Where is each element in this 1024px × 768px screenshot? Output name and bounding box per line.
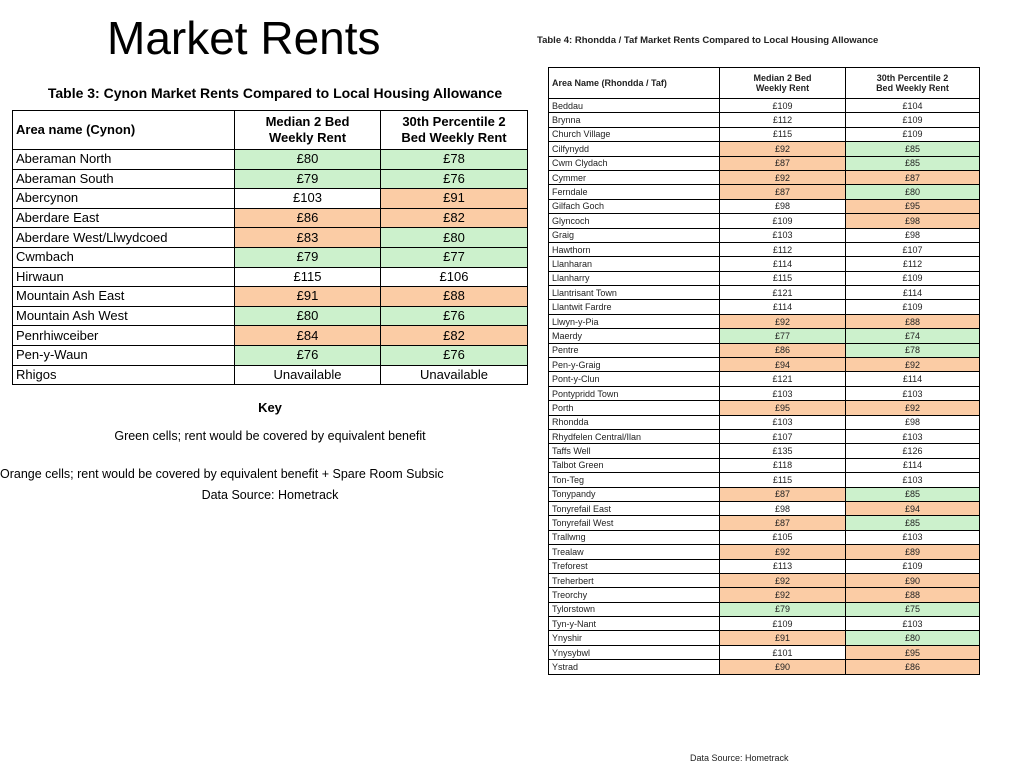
table4-header-p30-line2: Bed Weekly Rent xyxy=(876,83,949,93)
median-rent-cell: £109 xyxy=(720,99,846,113)
table-row xyxy=(13,247,528,267)
median-rent-cell: £92 xyxy=(720,588,846,602)
table-row xyxy=(13,306,528,326)
area-cell: Aberdare East xyxy=(13,208,235,228)
table4-header-row xyxy=(549,68,980,99)
table-row xyxy=(549,573,980,587)
p30-rent-cell: £78 xyxy=(846,343,980,357)
table-row xyxy=(549,602,980,616)
table3-header-p30 xyxy=(381,111,528,150)
table4-header-median xyxy=(720,68,846,99)
p30-rent-cell: £92 xyxy=(846,401,980,415)
table-row xyxy=(549,156,980,170)
area-cell: Pont-y-Clun xyxy=(549,372,720,386)
table-row xyxy=(549,645,980,659)
key-section xyxy=(0,400,540,503)
area-cell: Porth xyxy=(549,401,720,415)
median-rent-cell: £112 xyxy=(720,242,846,256)
p30-rent-cell: £85 xyxy=(846,142,980,156)
table-row xyxy=(549,329,980,343)
table-row xyxy=(549,343,980,357)
table3-caption: Table 3: Cynon Market Rents Compared to Local Housing Allowance xyxy=(47,85,503,101)
p30-rent-cell: £109 xyxy=(846,559,980,573)
median-rent-cell: £79 xyxy=(235,169,381,189)
table-row xyxy=(549,314,980,328)
p30-rent-cell: £76 xyxy=(381,306,528,326)
table-row xyxy=(549,473,980,487)
table4-header-p30-line1: 30th Percentile 2 xyxy=(876,73,949,83)
p30-rent-cell: £103 xyxy=(846,530,980,544)
table-row xyxy=(549,170,980,184)
table-row xyxy=(549,631,980,645)
median-rent-cell: £76 xyxy=(235,345,381,365)
median-rent-cell: £121 xyxy=(720,372,846,386)
p30-rent-cell: £104 xyxy=(846,99,980,113)
table-row xyxy=(549,113,980,127)
median-rent-cell: £87 xyxy=(720,516,846,530)
median-rent-cell: £83 xyxy=(235,228,381,248)
area-cell: Aberaman South xyxy=(13,169,235,189)
p30-rent-cell: £114 xyxy=(846,372,980,386)
p30-rent-cell: £74 xyxy=(846,329,980,343)
area-cell: Trallwng xyxy=(549,530,720,544)
median-rent-cell: £92 xyxy=(720,314,846,328)
table-row xyxy=(549,257,980,271)
table-row xyxy=(549,199,980,213)
area-cell: Cwmbach xyxy=(13,247,235,267)
table3-header-median-line2: Weekly Rent xyxy=(268,130,347,145)
area-cell: Aberaman North xyxy=(13,150,235,170)
table4-caption: Table 4: Rhondda / Taf Market Rents Compared to Local Housing Allowance xyxy=(537,35,879,46)
p30-rent-cell: £109 xyxy=(846,271,980,285)
area-cell: Treforest xyxy=(549,559,720,573)
table-row xyxy=(549,415,980,429)
median-rent-cell: £121 xyxy=(720,286,846,300)
table3-header-area: Area name (Cynon) xyxy=(13,111,235,150)
p30-rent-cell: £103 xyxy=(846,617,980,631)
table-row xyxy=(549,372,980,386)
p30-rent-cell: £76 xyxy=(381,169,528,189)
area-cell: Ton-Teg xyxy=(549,473,720,487)
table-row xyxy=(549,358,980,372)
median-rent-cell: £101 xyxy=(720,645,846,659)
area-cell: Cymmer xyxy=(549,170,720,184)
table-row xyxy=(549,617,980,631)
table-row xyxy=(13,287,528,307)
area-cell: Abercynon xyxy=(13,189,235,209)
p30-rent-cell: £88 xyxy=(381,287,528,307)
table-row xyxy=(549,660,980,674)
area-cell: Ferndale xyxy=(549,185,720,199)
table4-body xyxy=(549,99,980,675)
table-row xyxy=(549,588,980,602)
median-rent-cell: £79 xyxy=(235,247,381,267)
table3-body xyxy=(13,150,528,385)
p30-rent-cell: £86 xyxy=(846,660,980,674)
median-rent-cell: £95 xyxy=(720,401,846,415)
area-cell: Ynysybwl xyxy=(549,645,720,659)
p30-rent-cell: £98 xyxy=(846,214,980,228)
p30-rent-cell: £103 xyxy=(846,429,980,443)
median-rent-cell: £87 xyxy=(720,185,846,199)
p30-rent-cell: £103 xyxy=(846,473,980,487)
area-cell: Pen-y-Graig xyxy=(549,358,720,372)
area-cell: Maerdy xyxy=(549,329,720,343)
median-rent-cell: £92 xyxy=(720,170,846,184)
rhondda-taf-rent-table xyxy=(548,67,980,675)
p30-rent-cell: £80 xyxy=(846,185,980,199)
p30-rent-cell: £80 xyxy=(381,228,528,248)
area-cell: Penrhiwceiber xyxy=(13,326,235,346)
table-row xyxy=(13,267,528,287)
p30-rent-cell: Unavailable xyxy=(381,365,528,385)
p30-rent-cell: £89 xyxy=(846,545,980,559)
table-row xyxy=(13,208,528,228)
table-row xyxy=(549,286,980,300)
area-cell: Beddau xyxy=(549,99,720,113)
median-rent-cell: £115 xyxy=(720,473,846,487)
area-cell: Brynna xyxy=(549,113,720,127)
area-cell: Church Village xyxy=(549,127,720,141)
area-cell: Hawthorn xyxy=(549,242,720,256)
table-row xyxy=(549,142,980,156)
median-rent-cell: £109 xyxy=(720,214,846,228)
median-rent-cell: £87 xyxy=(720,487,846,501)
median-rent-cell: £92 xyxy=(720,545,846,559)
table-row xyxy=(549,545,980,559)
median-rent-cell: £118 xyxy=(720,458,846,472)
table3-header-row xyxy=(13,111,528,150)
area-cell: Pontypridd Town xyxy=(549,386,720,400)
median-rent-cell: £84 xyxy=(235,326,381,346)
area-cell: Treorchy xyxy=(549,588,720,602)
median-rent-cell: £113 xyxy=(720,559,846,573)
p30-rent-cell: £112 xyxy=(846,257,980,271)
p30-rent-cell: £75 xyxy=(846,602,980,616)
p30-rent-cell: £91 xyxy=(381,189,528,209)
median-rent-cell: Unavailable xyxy=(235,365,381,385)
table4-header-area: Area Name (Rhondda / Taf) xyxy=(549,68,720,99)
table-row xyxy=(549,99,980,113)
p30-rent-cell: £95 xyxy=(846,199,980,213)
area-cell: Glyncoch xyxy=(549,214,720,228)
p30-rent-cell: £80 xyxy=(846,631,980,645)
area-cell: Cilfynydd xyxy=(549,142,720,156)
area-cell: Ystrad xyxy=(549,660,720,674)
median-rent-cell: £86 xyxy=(235,208,381,228)
table-row xyxy=(13,169,528,189)
median-rent-cell: £114 xyxy=(720,300,846,314)
median-rent-cell: £77 xyxy=(720,329,846,343)
table-row xyxy=(549,559,980,573)
p30-rent-cell: £85 xyxy=(846,487,980,501)
p30-rent-cell: £82 xyxy=(381,326,528,346)
table-row xyxy=(549,516,980,530)
table-row xyxy=(13,345,528,365)
table-row xyxy=(13,228,528,248)
median-rent-cell: £105 xyxy=(720,530,846,544)
p30-rent-cell: £78 xyxy=(381,150,528,170)
median-rent-cell: £115 xyxy=(720,127,846,141)
p30-rent-cell: £85 xyxy=(846,156,980,170)
table3-header-p30-line1: 30th Percentile 2 xyxy=(402,114,506,129)
median-rent-cell: £112 xyxy=(720,113,846,127)
table-row xyxy=(549,458,980,472)
table-row xyxy=(549,214,980,228)
table-row xyxy=(13,326,528,346)
area-cell: Llwyn-y-Pia xyxy=(549,314,720,328)
median-rent-cell: £92 xyxy=(720,142,846,156)
area-cell: Rhondda xyxy=(549,415,720,429)
table3-header-median xyxy=(235,111,381,150)
p30-rent-cell: £106 xyxy=(381,267,528,287)
area-cell: Trealaw xyxy=(549,545,720,559)
p30-rent-cell: £109 xyxy=(846,127,980,141)
area-cell: Mountain Ash West xyxy=(13,306,235,326)
area-cell: Talbot Green xyxy=(549,458,720,472)
p30-rent-cell: £98 xyxy=(846,415,980,429)
area-cell: Tylorstown xyxy=(549,602,720,616)
area-cell: Treherbert xyxy=(549,573,720,587)
p30-rent-cell: £90 xyxy=(846,573,980,587)
key-orange-text: Orange cells; rent would be covered by equivalent benefit + Spare Room Subsic xyxy=(0,467,444,481)
median-rent-cell: £103 xyxy=(720,415,846,429)
median-rent-cell: £107 xyxy=(720,429,846,443)
p30-rent-cell: £92 xyxy=(846,358,980,372)
table-row xyxy=(549,487,980,501)
median-rent-cell: £79 xyxy=(720,602,846,616)
table-row xyxy=(549,127,980,141)
p30-rent-cell: £88 xyxy=(846,588,980,602)
table-row xyxy=(549,429,980,443)
table-row xyxy=(13,150,528,170)
table-row xyxy=(549,271,980,285)
p30-rent-cell: £114 xyxy=(846,286,980,300)
p30-rent-cell: £109 xyxy=(846,113,980,127)
p30-rent-cell: £85 xyxy=(846,516,980,530)
median-rent-cell: £115 xyxy=(235,267,381,287)
slide-title: Market Rents xyxy=(107,12,381,64)
median-rent-cell: £109 xyxy=(720,617,846,631)
area-cell: Graig xyxy=(549,228,720,242)
key-title: Key xyxy=(258,400,282,415)
p30-rent-cell: £114 xyxy=(846,458,980,472)
table-row xyxy=(549,444,980,458)
median-rent-cell: £80 xyxy=(235,150,381,170)
area-cell: Hirwaun xyxy=(13,267,235,287)
median-rent-cell: £87 xyxy=(720,156,846,170)
area-cell: Taffs Well xyxy=(549,444,720,458)
p30-rent-cell: £82 xyxy=(381,208,528,228)
area-cell: Tyn-y-Nant xyxy=(549,617,720,631)
key-green-text: Green cells; rent would be covered by equivalent benefit xyxy=(114,429,426,443)
median-rent-cell: £98 xyxy=(720,501,846,515)
table-row xyxy=(549,530,980,544)
table-row xyxy=(549,501,980,515)
p30-rent-cell: £103 xyxy=(846,386,980,400)
area-cell: Gilfach Goch xyxy=(549,199,720,213)
area-cell: Aberdare West/Llwydcoed xyxy=(13,228,235,248)
table-row xyxy=(549,401,980,415)
median-rent-cell: £80 xyxy=(235,306,381,326)
median-rent-cell: £98 xyxy=(720,199,846,213)
p30-rent-cell: £76 xyxy=(381,345,528,365)
area-cell: Pentre xyxy=(549,343,720,357)
median-rent-cell: £115 xyxy=(720,271,846,285)
area-cell: Llanharry xyxy=(549,271,720,285)
area-cell: Llantrisant Town xyxy=(549,286,720,300)
p30-rent-cell: £77 xyxy=(381,247,528,267)
area-cell: Llantwit Fardre xyxy=(549,300,720,314)
median-rent-cell: £94 xyxy=(720,358,846,372)
area-cell: Rhigos xyxy=(13,365,235,385)
area-cell: Cwm Clydach xyxy=(549,156,720,170)
table-row xyxy=(13,365,528,385)
table-row xyxy=(549,386,980,400)
area-cell: Ynyshir xyxy=(549,631,720,645)
p30-rent-cell: £94 xyxy=(846,501,980,515)
median-rent-cell: £91 xyxy=(720,631,846,645)
median-rent-cell: £92 xyxy=(720,573,846,587)
table-row xyxy=(549,228,980,242)
table4-header-median-line1: Median 2 Bed xyxy=(753,73,812,83)
area-cell: Tonyrefail West xyxy=(549,516,720,530)
table3-header-median-line1: Median 2 Bed xyxy=(265,114,350,129)
area-cell: Pen-y-Waun xyxy=(13,345,235,365)
median-rent-cell: £135 xyxy=(720,444,846,458)
table4-header-median-line2: Weekly Rent xyxy=(755,83,810,93)
area-cell: Tonypandy xyxy=(549,487,720,501)
area-cell: Llanharan xyxy=(549,257,720,271)
table-row xyxy=(549,185,980,199)
median-rent-cell: £90 xyxy=(720,660,846,674)
median-rent-cell: £86 xyxy=(720,343,846,357)
table3-header-p30-line2: Bed Weekly Rent xyxy=(401,130,507,145)
p30-rent-cell: £109 xyxy=(846,300,980,314)
median-rent-cell: £103 xyxy=(235,189,381,209)
median-rent-cell: £91 xyxy=(235,287,381,307)
p30-rent-cell: £88 xyxy=(846,314,980,328)
area-cell: Tonyrefail East xyxy=(549,501,720,515)
p30-rent-cell: £126 xyxy=(846,444,980,458)
median-rent-cell: £114 xyxy=(720,257,846,271)
table-row xyxy=(13,189,528,209)
p30-rent-cell: £87 xyxy=(846,170,980,184)
area-cell: Rhydfelen Central/Ilan xyxy=(549,429,720,443)
p30-rent-cell: £107 xyxy=(846,242,980,256)
table-row xyxy=(549,242,980,256)
cynon-rent-table xyxy=(12,110,528,385)
table4-data-source: Data Source: Hometrack xyxy=(690,753,789,763)
table-row xyxy=(549,300,980,314)
area-cell: Mountain Ash East xyxy=(13,287,235,307)
table4-header-p30 xyxy=(846,68,980,99)
p30-rent-cell: £95 xyxy=(846,645,980,659)
median-rent-cell: £103 xyxy=(720,386,846,400)
key-data-source: Data Source: Hometrack xyxy=(201,488,339,502)
median-rent-cell: £103 xyxy=(720,228,846,242)
p30-rent-cell: £98 xyxy=(846,228,980,242)
